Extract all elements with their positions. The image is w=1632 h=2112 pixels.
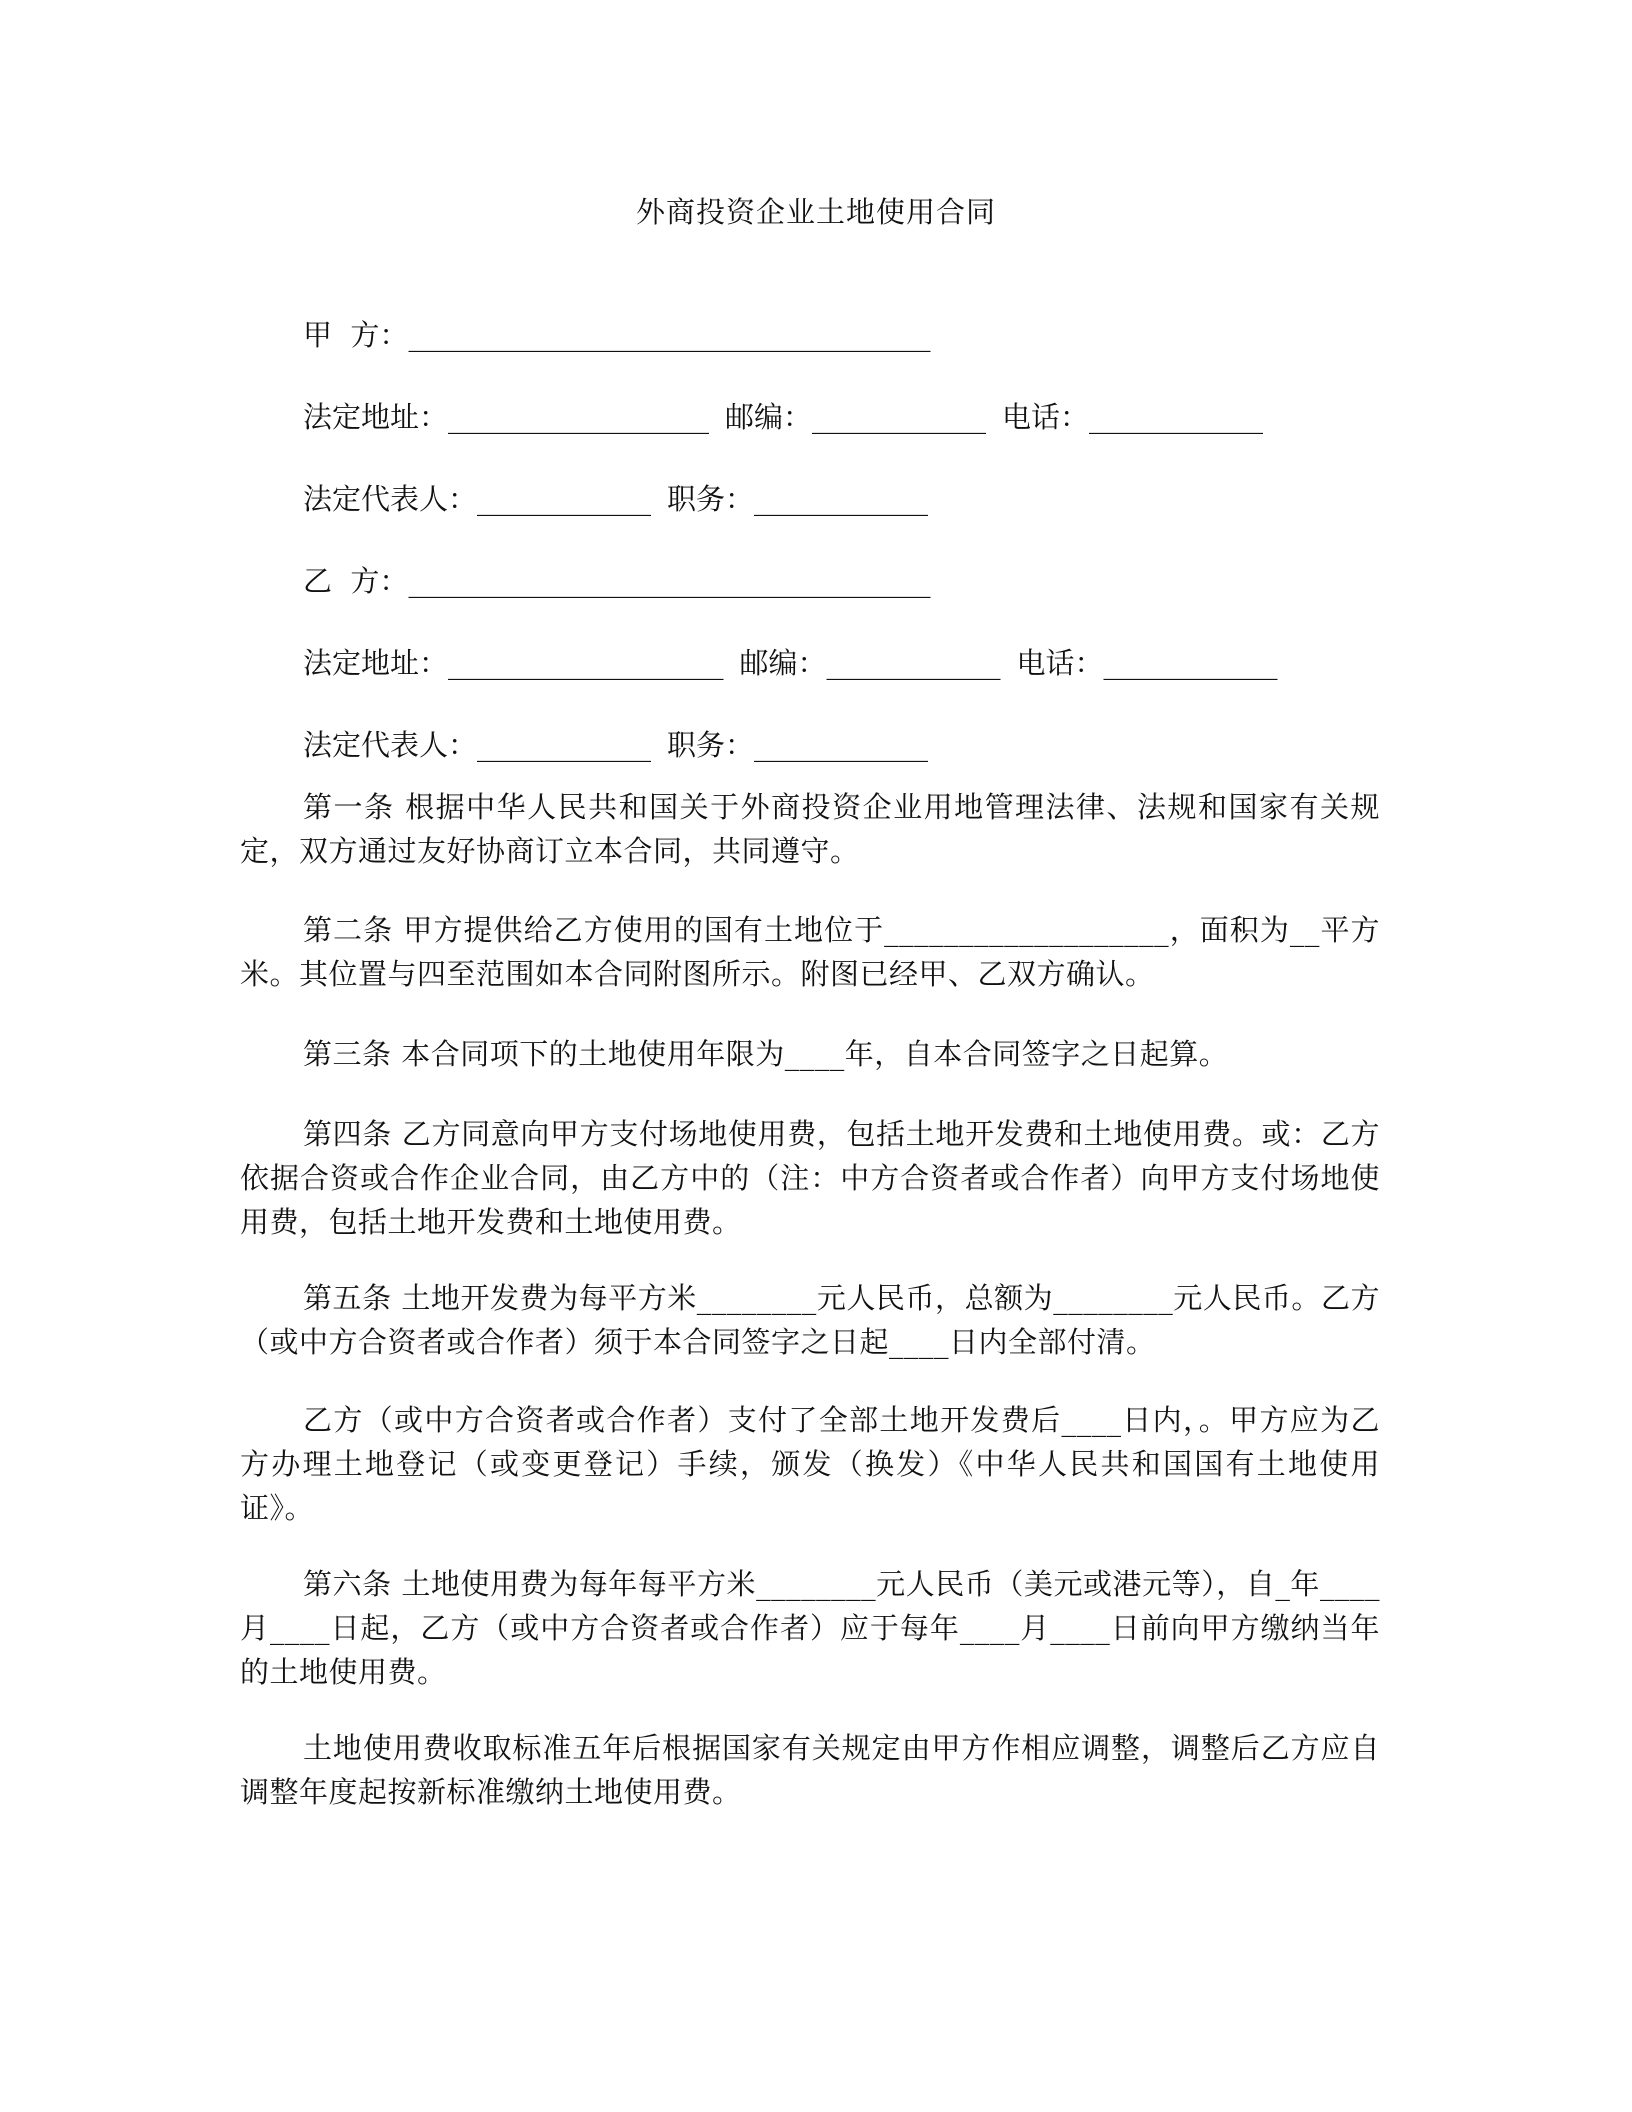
party-b-rep-field: ____________ — [477, 728, 652, 762]
article-5: 第五条 土地开发费为每平方米________元人民币，总额为________元人民币。乙方（或中方合资者或合作者）须于本合同签字之日起____日内全部付清。 — [240, 1281, 1380, 1359]
party-b-position-field: ____________ — [754, 728, 929, 762]
party-b-label: 乙 方： — [303, 564, 409, 598]
party-b-rep-line — [303, 725, 928, 765]
party-b-address-field: ___________________ — [448, 646, 724, 680]
party-b-postcode-label: 邮编： — [739, 646, 827, 680]
party-a-label: 甲 方： — [303, 318, 409, 352]
party-a-phone-label: 电话： — [1002, 400, 1090, 434]
party-a-name-field: ____________________________________ — [408, 318, 931, 352]
party-b-postcode-field: ____________ — [826, 646, 1001, 680]
party-a-postcode-label: 邮编： — [725, 400, 813, 434]
party-b-phone-field: ____________ — [1103, 646, 1278, 680]
article-6-continued: 土地使用费收取标准五年后根据国家有关规定由甲方作相应调整，调整后乙方应自调整年度起按新标准缴纳土地使用费。 — [240, 1731, 1380, 1809]
article-5-continued: 乙方（或中方合资者或合作者）支付了全部土地开发费后____日内，。甲方应为乙方办理土地登记（或变更登记）手续，颁发（换发）《中华人民共和国国有土地使用证》。 — [240, 1403, 1380, 1525]
document-title: 外商投资企业土地使用合同 — [635, 195, 996, 229]
article-3: 第三条 本合同项下的土地使用年限为____年，自本合同签字之日起算。 — [303, 1037, 1229, 1071]
article-2: 第二条 甲方提供给乙方使用的国有土地位于___________________，面积为__平方米。其位置与四至范围如本合同附图所示。附图已经甲、乙双方确认。 — [240, 913, 1380, 991]
party-a-rep-field: ____________ — [477, 482, 652, 516]
party-a-position-label: 职务： — [667, 482, 755, 516]
article-4: 第四条 乙方同意向甲方支付场地使用费，包括土地开发费和土地使用费。或：乙方依据合资或合作企业合同，由乙方中的（注：中方合资者或合作者）向甲方支付场地使用费，包括土地开发费和土地使用费。 — [240, 1117, 1380, 1239]
party-a-address-field: __________________ — [448, 400, 710, 434]
party-a-line — [303, 315, 930, 355]
party-a-rep-label: 法定代表人： — [303, 482, 478, 516]
party-a-address-label: 法定地址： — [303, 400, 449, 434]
article-6: 第六条 土地使用费为每年每平方米________元人民币（美元或港元等），自_年____月____日起，乙方（或中方合资者或合作者）应于每年____月____日前向甲方缴纳当年的土地使用费。 — [240, 1567, 1380, 1689]
party-b-line — [303, 561, 930, 601]
party-a-postcode-field: ____________ — [812, 400, 987, 434]
party-a-phone-field: ____________ — [1089, 400, 1264, 434]
party-a-position-field: ____________ — [754, 482, 929, 516]
party-a-contact-line — [303, 397, 1263, 437]
party-b-position-label: 职务： — [667, 728, 755, 762]
article-1: 第一条 根据中华人民共和国关于外商投资企业用地管理法律、法规和国家有关规定，双方通过友好协商订立本合同，共同遵守。 — [240, 790, 1380, 868]
party-b-address-label: 法定地址： — [303, 646, 449, 680]
party-b-phone-label: 电话： — [1016, 646, 1104, 680]
party-b-rep-label: 法定代表人： — [303, 728, 478, 762]
party-b-name-field: ____________________________________ — [408, 564, 931, 598]
party-a-rep-line — [303, 479, 928, 519]
party-b-contact-line — [303, 643, 1278, 683]
